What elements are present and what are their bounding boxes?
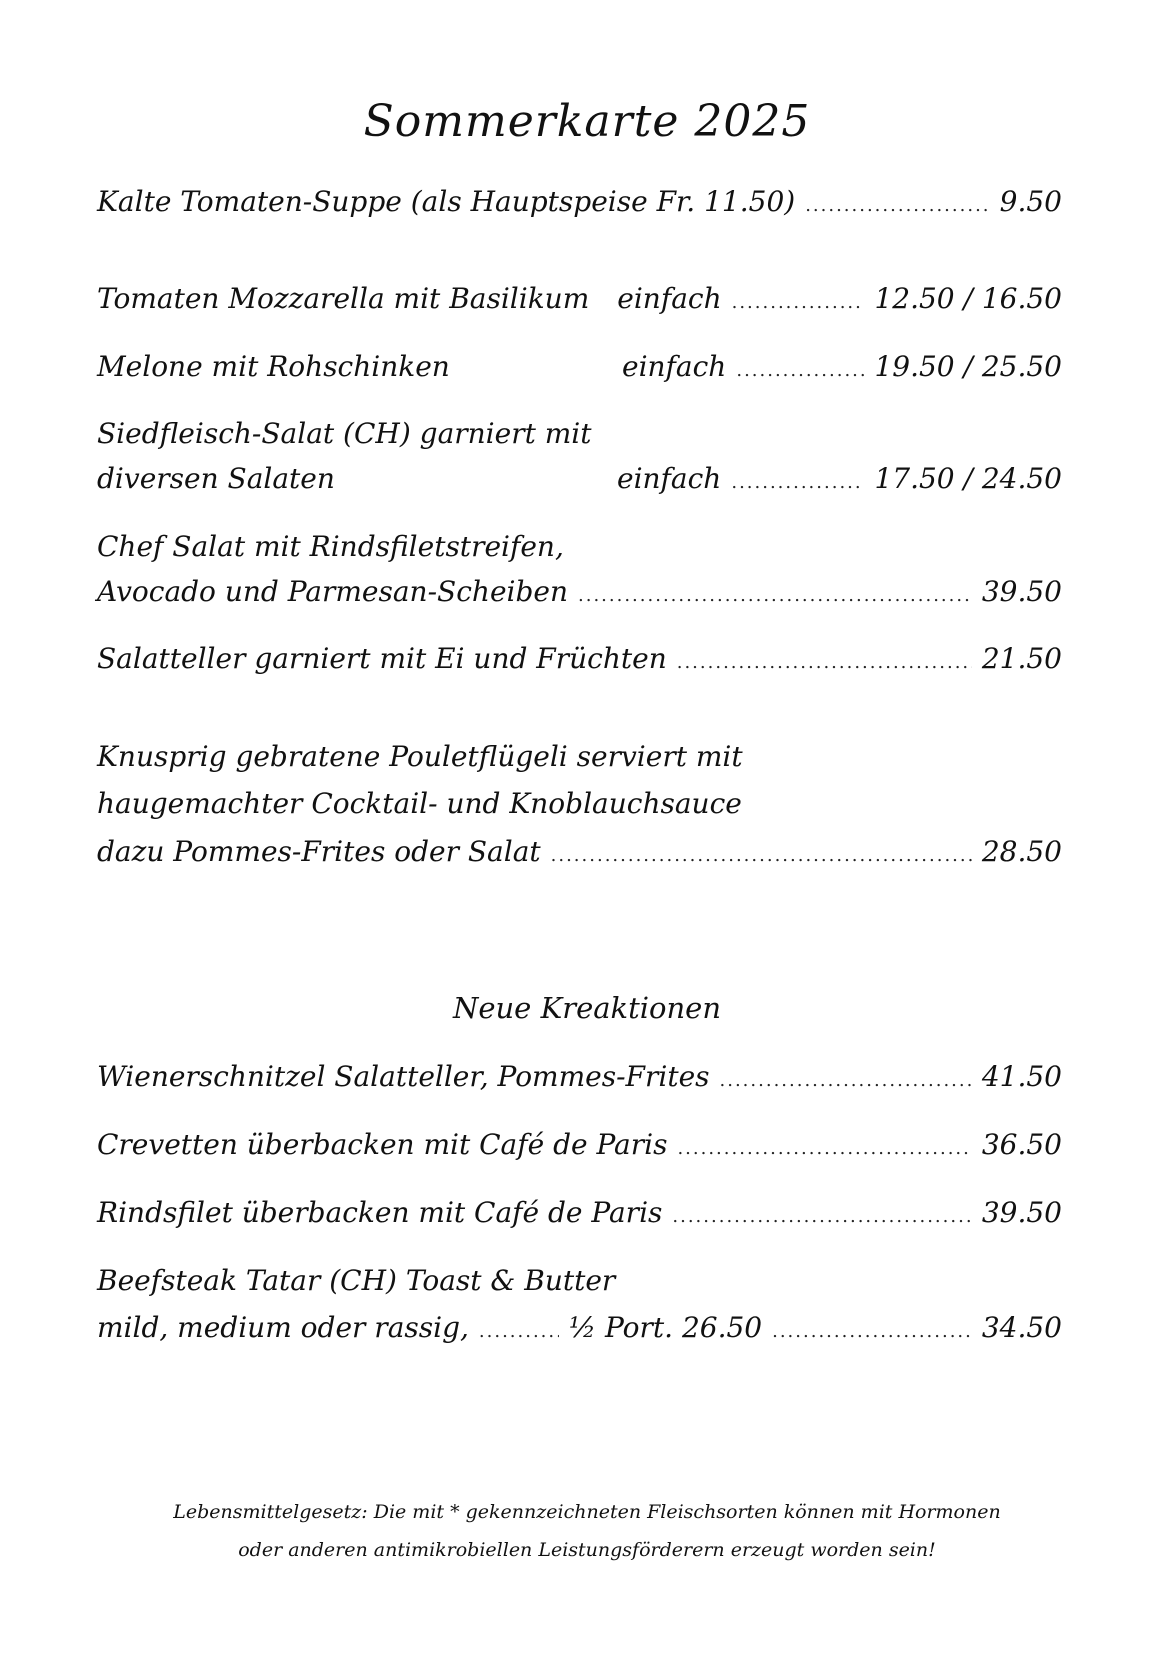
item-half-portion: ½ Port. 26.50 bbox=[568, 1311, 763, 1344]
menu-item-poulet bbox=[97, 830, 1062, 874]
item-name-cont: haugemachter Cocktail- und Knoblauchsauce bbox=[97, 787, 742, 820]
menu-item-poulet-line2 bbox=[97, 782, 1062, 826]
item-name-cont: Avocado und Parmesan-Scheiben bbox=[97, 575, 568, 608]
menu-item-tatar bbox=[97, 1306, 1062, 1350]
menu-item-melone bbox=[97, 345, 1062, 389]
item-name: Wienerschnitzel Salatteller, Pommes-Frites bbox=[97, 1060, 710, 1093]
item-price: 9.50 bbox=[999, 185, 1062, 218]
section-title: Neue Kreaktionen bbox=[452, 991, 722, 1025]
dot-leader bbox=[732, 281, 865, 325]
legal-note-line1: Lebensmittelgesetz: Die mit * gekennzeichneten Fleischsorten können mit Hormonen bbox=[173, 1501, 1001, 1523]
item-price: 39.50 bbox=[981, 1196, 1062, 1229]
item-name-cont: dazu Pommes-Frites oder Salat bbox=[97, 835, 541, 868]
item-name: Rindsfilet überbacken mit Café de Paris bbox=[97, 1196, 663, 1229]
item-price: 17.50 / 24.50 bbox=[874, 462, 1062, 495]
dot-leader bbox=[677, 641, 972, 685]
item-name: Kalte Tomaten-Suppe (als Hauptspeise Fr. 11.50) bbox=[97, 185, 796, 218]
dot-leader bbox=[551, 834, 972, 878]
item-price: 12.50 / 16.50 bbox=[874, 282, 1062, 315]
item-name: Siedfleisch-Salat (CH) garniert mit bbox=[97, 417, 592, 450]
menu-item-wiener bbox=[97, 1055, 1062, 1099]
dot-leader bbox=[720, 1059, 972, 1103]
dot-leader bbox=[479, 1310, 559, 1354]
dot-leader bbox=[578, 574, 972, 618]
item-variant: einfach bbox=[617, 462, 722, 495]
page-title: Sommerkarte 2025 bbox=[363, 96, 811, 147]
item-name-cont: diversen Salaten bbox=[97, 462, 335, 495]
menu-item-siedfleisch-line1 bbox=[97, 412, 1062, 456]
dot-leader bbox=[731, 461, 864, 505]
item-price: 19.50 / 25.50 bbox=[874, 350, 1062, 383]
menu-item-salatteller bbox=[97, 637, 1062, 681]
item-price: 36.50 bbox=[981, 1128, 1062, 1161]
menu-item-suppe bbox=[97, 180, 1062, 224]
legal-note bbox=[0, 1493, 1174, 1569]
item-price: 28.50 bbox=[981, 835, 1062, 868]
item-name: Chef Salat mit Rindsfiletstreifen, bbox=[97, 530, 564, 563]
item-price: 41.50 bbox=[981, 1060, 1062, 1093]
item-name: Beefsteak Tatar (CH) Toast & Butter bbox=[97, 1264, 616, 1297]
menu-item-crevetten bbox=[97, 1123, 1062, 1167]
item-name-cont: mild, medium oder rassig, bbox=[97, 1311, 469, 1344]
menu-item-chef-line1 bbox=[97, 525, 1062, 569]
dot-leader bbox=[805, 184, 989, 228]
item-variant: einfach bbox=[622, 350, 727, 383]
item-name: Salatteller garniert mit Ei und Früchten bbox=[97, 642, 667, 675]
item-name: Melone mit Rohschinken bbox=[97, 350, 450, 383]
menu-item-siedfleisch bbox=[97, 457, 1062, 501]
menu-item-poulet-line1 bbox=[97, 735, 1062, 779]
legal-note-line2: oder anderen antimikrobiellen Leistungsförderern erzeugt worden sein! bbox=[238, 1539, 936, 1561]
item-name: Tomaten Mozzarella mit Basilikum bbox=[97, 282, 590, 315]
menu-item-chef bbox=[97, 570, 1062, 614]
item-name: Knusprig gebratene Pouletflügeli serviert mit bbox=[97, 740, 743, 773]
item-price: 21.50 bbox=[981, 642, 1062, 675]
menu-item-rindsfilet bbox=[97, 1191, 1062, 1235]
menu-item-mozzarella bbox=[97, 277, 1062, 321]
item-price: 39.50 bbox=[981, 575, 1062, 608]
item-price: 34.50 bbox=[981, 1311, 1062, 1344]
dot-leader bbox=[677, 1127, 971, 1171]
item-name: Crevetten überbacken mit Café de Paris bbox=[97, 1128, 668, 1161]
dot-leader bbox=[736, 349, 864, 393]
dot-leader bbox=[672, 1195, 971, 1239]
menu-item-tatar-line1 bbox=[97, 1259, 1062, 1303]
dot-leader bbox=[772, 1310, 972, 1354]
item-variant: einfach bbox=[617, 282, 722, 315]
